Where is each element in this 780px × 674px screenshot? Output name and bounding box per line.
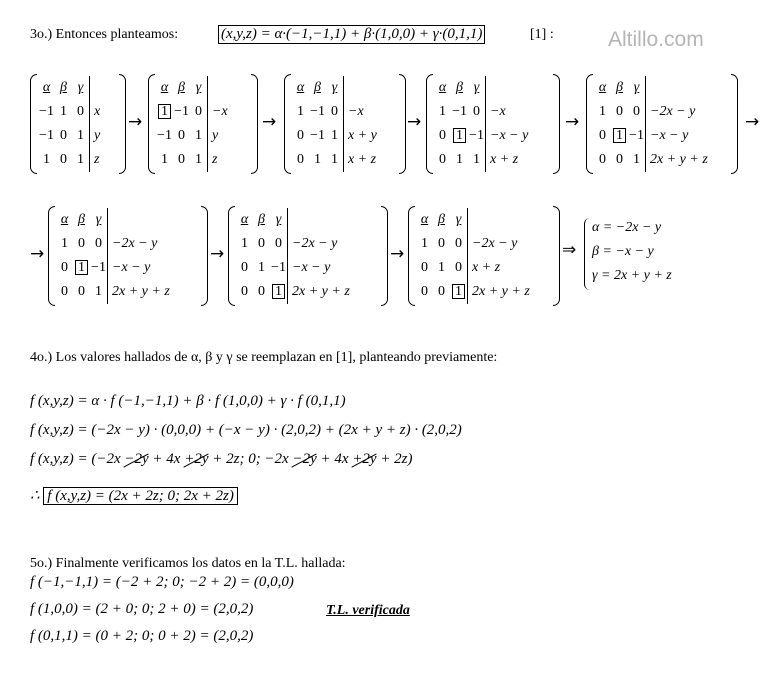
rhs-cell: 2x + y + z xyxy=(645,148,729,172)
column-header: γ xyxy=(77,80,84,95)
matrix-cell: 0 xyxy=(616,104,623,119)
matrix-cell: 0 xyxy=(241,284,248,299)
matrix-cell: 0 xyxy=(297,128,304,143)
step4-line2: f (x,y,z) = (−2x − y) · (0,0,0) + (−x − y) · (2,0,2) + (2x + y + z) · (2,0,2) xyxy=(30,422,462,438)
matrix-cell: 0 xyxy=(178,128,185,143)
matrix-cell: 1 xyxy=(195,152,202,167)
augmented-matrix xyxy=(30,72,126,176)
matrix-cell: 1 xyxy=(438,260,445,275)
matrix-cell: 1 xyxy=(241,236,248,251)
matrix-cell: 1 xyxy=(421,236,428,251)
verified-note: T.L. verificada xyxy=(326,603,410,618)
pivot-cell: 1 xyxy=(158,104,171,119)
final-transformation: f (x,y,z) = (2x + 2z; 0; 2x + 2z) xyxy=(43,487,238,505)
matrix-cell: 1 xyxy=(473,152,480,167)
rhs-cell: y xyxy=(89,124,117,148)
watermark: Altillo.com xyxy=(608,28,704,51)
matrix-cell: 1 xyxy=(314,152,321,167)
augmented-matrix xyxy=(48,204,208,308)
cancelled-term: +2y xyxy=(352,451,377,467)
rhs-cell: −x xyxy=(485,100,551,124)
matrix-cell: 0 xyxy=(60,128,67,143)
column-header: α xyxy=(420,212,429,227)
column-header: β xyxy=(456,80,463,95)
column-header: γ xyxy=(331,80,338,95)
matrix-cell: −1 xyxy=(310,104,325,119)
pivot-cell: 1 xyxy=(613,128,626,143)
column-header: β xyxy=(258,212,265,227)
rhs-cell: −x − y xyxy=(107,256,199,280)
cancelled-term: +2y xyxy=(184,451,209,467)
row-op-arrow: → xyxy=(30,244,45,264)
matrix-cell: 0 xyxy=(455,236,462,251)
matrix-cell: 1 xyxy=(60,104,67,119)
matrix-cell xyxy=(451,124,468,148)
matrix-cell xyxy=(73,256,90,280)
rhs-cell: x + z xyxy=(467,256,551,280)
matrix-cell: 0 xyxy=(241,260,248,275)
step4-result-line xyxy=(30,486,238,505)
matrix-cell: 1 xyxy=(258,260,265,275)
step4-label: 4o.) Los valores hallados de α, β y γ se reemplazan en [1], planteando previamente: xyxy=(30,350,498,365)
column-header: β xyxy=(178,80,185,95)
matrix-cell: −1 xyxy=(452,104,467,119)
matrix-cell: 1 xyxy=(95,284,102,299)
solution-alpha: α = −2x − y xyxy=(592,220,662,235)
matrix-cell: −1 xyxy=(174,104,189,119)
rhs-cell: y xyxy=(207,124,249,148)
matrix-cell xyxy=(611,124,628,148)
step4-line3: f (x,y,z) = (−2x −2y + 4x +2y + 2z; 0; −2x −2y + 4x +2y + 2z) xyxy=(30,451,413,467)
cancelled-term: −2y xyxy=(292,451,317,467)
step5-label: 5o.) Finalmente verificamos los datos en la T.L. hallada: xyxy=(30,556,346,571)
matrix-cell: 0 xyxy=(60,152,67,167)
matrix-cell: 0 xyxy=(77,104,84,119)
matrix-cell: 0 xyxy=(439,128,446,143)
augmented-matrix xyxy=(284,72,406,176)
rhs-cell: z xyxy=(207,148,249,172)
matrix-cell: 1 xyxy=(77,152,84,167)
matrix-cell: 0 xyxy=(599,152,606,167)
matrix-cell: 0 xyxy=(455,260,462,275)
verify-line-2: f (1,0,0) = (2 + 0; 0; 2 + 0) = (2,0,2) xyxy=(30,601,254,617)
solution-gamma: γ = 2x + y + z xyxy=(592,268,672,283)
rhs-header xyxy=(645,76,729,100)
matrix-cell: 1 xyxy=(61,236,68,251)
column-header: α xyxy=(598,80,607,95)
verify-line-1: f (−1,−1,1) = (−2 + 2; 0; −2 + 2) = (0,0,0) xyxy=(30,574,294,590)
row-op-arrow: → xyxy=(210,244,225,264)
matrix-cell: 1 xyxy=(161,152,168,167)
matrix-cell: 0 xyxy=(421,260,428,275)
column-header: γ xyxy=(633,80,640,95)
step3-label: 3o.) Entonces planteamos: xyxy=(30,27,179,42)
rhs-header xyxy=(467,208,551,232)
pivot-cell: 1 xyxy=(272,284,285,299)
cancelled-term: −2y xyxy=(124,451,149,467)
matrix-cell: 1 xyxy=(599,104,606,119)
matrix-cell: −1 xyxy=(310,128,325,143)
matrix-cell: 1 xyxy=(633,152,640,167)
column-header: β xyxy=(60,80,67,95)
matrix-cell: 0 xyxy=(331,104,338,119)
matrix-cell: −1 xyxy=(39,104,54,119)
column-header: β xyxy=(314,80,321,95)
column-header: β xyxy=(438,212,445,227)
rhs-cell: x + z xyxy=(343,148,397,172)
matrix-cell: 0 xyxy=(258,236,265,251)
pivot-cell: 1 xyxy=(453,128,466,143)
matrix-cell: 0 xyxy=(473,104,480,119)
column-header: γ xyxy=(473,80,480,95)
column-header: γ xyxy=(195,80,202,95)
rhs-cell: 2x + y + z xyxy=(467,280,551,304)
column-header: γ xyxy=(275,212,282,227)
matrix-cell: 1 xyxy=(43,152,50,167)
matrix-cell: −1 xyxy=(629,128,644,143)
matrix-cell: 1 xyxy=(456,152,463,167)
rhs-cell: −x xyxy=(207,100,249,124)
augmented-matrix xyxy=(148,72,258,176)
matrix-cell: 0 xyxy=(61,260,68,275)
matrix-cell: −1 xyxy=(39,128,54,143)
column-header: α xyxy=(160,80,169,95)
rhs-cell: −x − y xyxy=(485,124,551,148)
rhs-header xyxy=(485,76,551,100)
row-op-arrow: → xyxy=(390,244,405,264)
rhs-cell: −2x − y xyxy=(467,232,551,256)
augmented-matrix xyxy=(586,72,738,176)
augmented-matrix xyxy=(426,72,560,176)
matrix-cell: 0 xyxy=(258,284,265,299)
rhs-header xyxy=(343,76,397,100)
step4-line1: f (x,y,z) = α · f (−1,−1,1) + β · f (1,0,0) + γ · f (0,1,1) xyxy=(30,393,346,409)
matrix-cell: 0 xyxy=(78,236,85,251)
matrix-cell: 0 xyxy=(275,236,282,251)
augmented-matrix xyxy=(408,204,560,308)
column-header: α xyxy=(60,212,69,227)
matrix-cell: −1 xyxy=(469,128,484,143)
rhs-cell: −x − y xyxy=(645,124,729,148)
rhs-cell: −x − y xyxy=(287,256,379,280)
rhs-cell: −2x − y xyxy=(287,232,379,256)
matrix-cell: 0 xyxy=(599,128,606,143)
column-header: α xyxy=(438,80,447,95)
rhs-header xyxy=(107,208,199,232)
implies-symbol: ⇒ xyxy=(562,240,577,260)
matrix-cell: −1 xyxy=(91,260,106,275)
row-op-arrow: → xyxy=(128,112,143,132)
column-header: β xyxy=(616,80,623,95)
column-header: α xyxy=(240,212,249,227)
matrix-cell: 0 xyxy=(438,236,445,251)
matrix-cell: 1 xyxy=(195,128,202,143)
rhs-cell: −2x − y xyxy=(645,100,729,124)
rhs-cell: −2x − y xyxy=(107,232,199,256)
matrix-cell xyxy=(156,100,173,124)
matrix-cell: 1 xyxy=(77,128,84,143)
rhs-cell: 2x + y + z xyxy=(107,280,199,304)
rhs-cell: z xyxy=(89,148,117,172)
rhs-cell: −x xyxy=(343,100,397,124)
matrix-cell: 1 xyxy=(331,152,338,167)
pivot-cell: 1 xyxy=(452,284,465,299)
matrix-cell xyxy=(270,280,287,304)
rhs-cell: x + y xyxy=(343,124,397,148)
matrix-cell: 0 xyxy=(61,284,68,299)
column-header: α xyxy=(42,80,51,95)
matrix-cell: 0 xyxy=(297,152,304,167)
pivot-cell: 1 xyxy=(75,260,88,275)
matrix-cell: −1 xyxy=(157,128,172,143)
row-op-arrow: → xyxy=(565,112,580,132)
step3-ref: [1] : xyxy=(530,27,554,42)
row-op-arrow: → xyxy=(745,112,760,132)
matrix-cell: −1 xyxy=(271,260,286,275)
matrix-cell: 0 xyxy=(633,104,640,119)
matrix-cell: 0 xyxy=(439,152,446,167)
matrix-cell: 0 xyxy=(438,284,445,299)
matrix-cell: 1 xyxy=(331,128,338,143)
step3-formula: (x,y,z) = α·(−1,−1,1) + β·(1,0,0) + γ·(0,1,1) xyxy=(218,25,485,44)
matrix-cell: 1 xyxy=(297,104,304,119)
matrix-cell: 0 xyxy=(95,236,102,251)
rhs-header xyxy=(287,208,379,232)
matrix-cell: 1 xyxy=(439,104,446,119)
rhs-cell: 2x + y + z xyxy=(287,280,379,304)
system-brace xyxy=(584,218,591,290)
column-header: γ xyxy=(95,212,102,227)
column-header: γ xyxy=(455,212,462,227)
matrix-cell xyxy=(450,280,467,304)
solution-beta: β = −x − y xyxy=(592,244,654,259)
rhs-header xyxy=(207,76,249,100)
column-header: α xyxy=(296,80,305,95)
verify-line-3: f (0,1,1) = (0 + 2; 0; 0 + 2) = (2,0,2) xyxy=(30,628,254,644)
rhs-cell: x + z xyxy=(485,148,551,172)
therefore-symbol: ∴ xyxy=(30,488,40,504)
rhs-cell: x xyxy=(89,100,117,124)
matrix-cell: 0 xyxy=(195,104,202,119)
row-op-arrow: → xyxy=(262,112,277,132)
matrix-cell: 0 xyxy=(78,284,85,299)
row-op-arrow: → xyxy=(407,112,422,132)
matrix-cell: 0 xyxy=(421,284,428,299)
rhs-header xyxy=(89,76,117,100)
matrix-cell: 0 xyxy=(616,152,623,167)
column-header: β xyxy=(78,212,85,227)
augmented-matrix xyxy=(228,204,388,308)
matrix-cell: 0 xyxy=(178,152,185,167)
